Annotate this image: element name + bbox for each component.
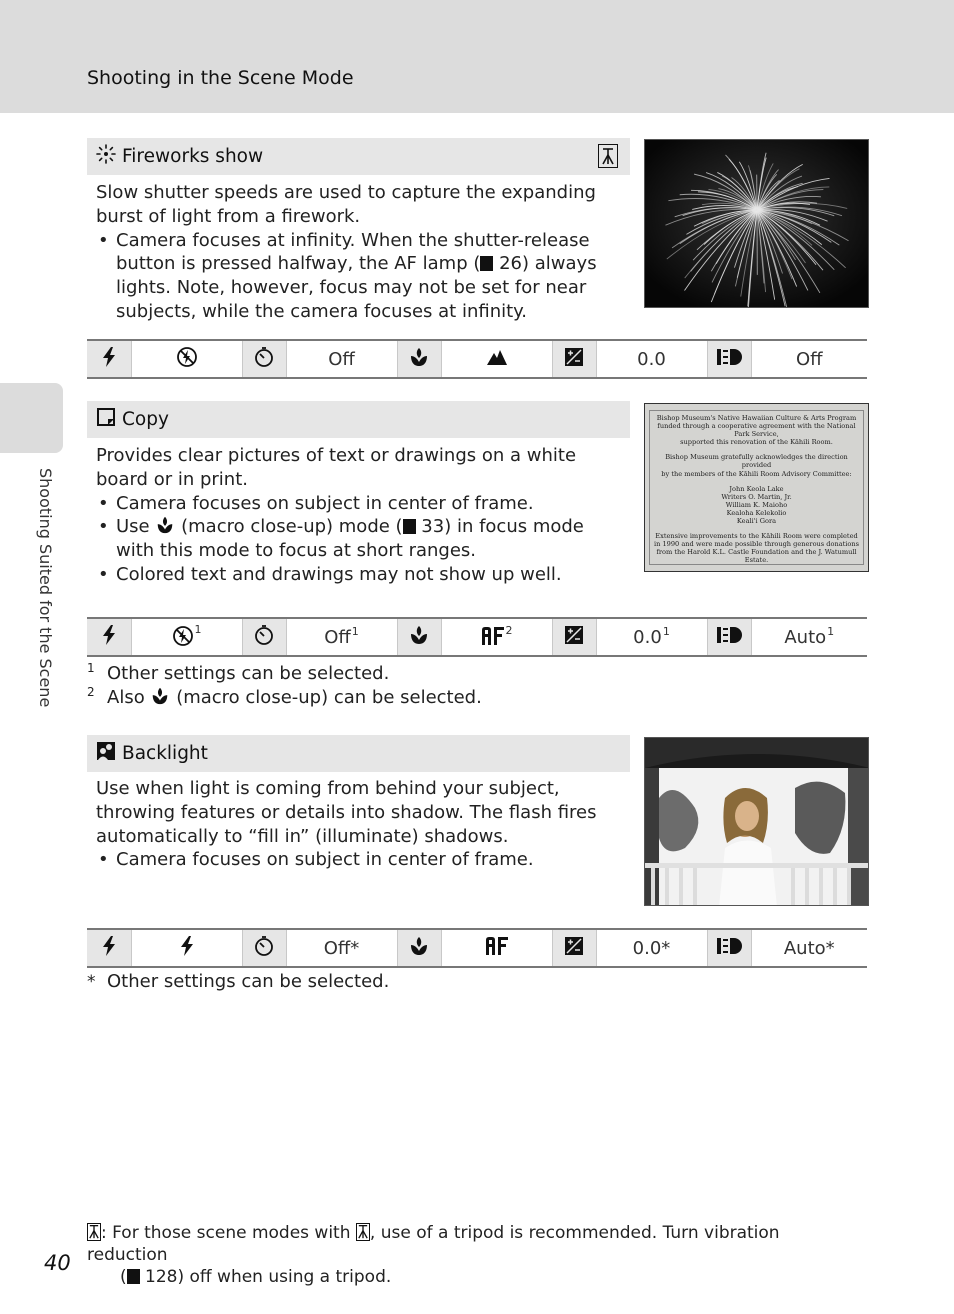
- macro-icon: [150, 686, 170, 706]
- tripod-icon: [598, 144, 618, 168]
- flash-mode-icon: [87, 618, 131, 656]
- list-item: • Colored text and drawings may not show up well.: [96, 563, 626, 587]
- copy-icon: [96, 407, 116, 432]
- self-timer-value-cell: Off$^1$: [286, 618, 397, 656]
- self-timer-icon: [242, 929, 286, 967]
- footnote-1: 1 Other settings can be selected.: [87, 661, 390, 684]
- reference-icon: [127, 1269, 140, 1284]
- tripod-icon: [356, 1223, 370, 1241]
- backlight-settings-table: [87, 928, 867, 968]
- copy-footnotes: [87, 662, 482, 710]
- af-setting: 2: [441, 618, 552, 656]
- infinity-focus-icon: [441, 340, 552, 378]
- self-timer-icon: [242, 618, 286, 656]
- exposure-compensation-icon: [552, 618, 596, 656]
- vibration-reduction-value: Auto: [784, 626, 827, 648]
- self-timer-value: Off*: [286, 929, 397, 967]
- self-timer-value: Off: [286, 340, 397, 378]
- list-item: • Use (macro close-up) mode ( 33) in focus mode with this mode to focus at short ranges.: [96, 515, 626, 563]
- exposure-compensation-value: 0.0*: [596, 929, 707, 967]
- tripod-footer-note: : For those scene modes with , use of a tripod is recommended. Turn vibration reduction ( 128) off when using a tripod.: [87, 1223, 780, 1287]
- fireworks-settings-table: [87, 339, 867, 379]
- fireworks-photo: [644, 139, 869, 308]
- section-fireworks-body: [96, 181, 626, 324]
- exposure-compensation-value: 0.0: [596, 340, 707, 378]
- flash-mode-icon: [87, 340, 131, 378]
- self-timer-value: Off: [324, 626, 351, 648]
- footnote-2: 2 Also (macro close-up) can be selected.: [87, 685, 482, 708]
- reference-icon: [480, 256, 493, 271]
- vibration-reduction-cell: Auto$^1$: [751, 618, 867, 656]
- backlight-photo-graphic: [645, 738, 869, 906]
- section-copy-header: [87, 401, 630, 438]
- section-copy-body: [96, 444, 626, 587]
- reference-icon: [403, 519, 416, 534]
- list-item: • Camera focuses on subject in center of frame.: [96, 848, 626, 872]
- section-fireworks-intro: Slow shutter speeds are used to capture the expanding burst of light from a firework.: [96, 182, 596, 227]
- section-backlight-header: [87, 735, 630, 772]
- fill-flash-icon: [131, 929, 242, 967]
- vibration-reduction-value: Off: [751, 340, 867, 378]
- list-item: • Camera focuses at infinity. When the shutter-release button is pressed halfway, the AF lamp ( 26) always lights. Note, however, focus may not be set for near subjects, while the camera focuses at infinity.: [96, 229, 626, 324]
- section-backlight-intro: Use when light is coming from behind your subject, throwing features or details into shadow. The flash fires automatically to “fill in” (illuminate) shadows.: [96, 778, 597, 847]
- exposure-compensation-value: 0.0: [633, 626, 662, 648]
- vibration-reduction-icon: [707, 618, 751, 656]
- page-header-bar: [0, 0, 954, 113]
- footnote-asterisk: * Other settings can be selected.: [87, 971, 390, 992]
- flash-mode-icon: [87, 929, 131, 967]
- flash-off-setting: 1: [131, 618, 242, 656]
- section-copy-title: Copy: [122, 409, 169, 430]
- backlight-photo: [644, 737, 869, 906]
- page-header-title: Shooting in the Scene Mode: [87, 67, 354, 89]
- section-fireworks-header: [87, 138, 630, 175]
- macro-icon: [155, 515, 175, 535]
- chapter-side-tab: [0, 383, 63, 453]
- exposure-compensation-icon: [552, 929, 596, 967]
- fireworks-icon: [96, 144, 116, 169]
- copy-settings-table: [87, 617, 867, 657]
- list-item: • Camera focuses on subject in center of frame.: [96, 492, 626, 516]
- vibration-reduction-value: Auto*: [751, 929, 867, 967]
- backlight-icon: [96, 741, 116, 766]
- exposure-compensation-icon: [552, 340, 596, 378]
- copy-photo: Bishop Museum's Native Hawaiian Culture & Arts Program funded through a cooperative agreement with the National Park Service, supported this renovation of the Kāhili Room. Bishop Museum gratefully acknowledges the direction provided by the members of the Kāhili Room Advisory Committee: John Keola Lake Writers O. Martin, Jr. William K. Maioho Kealoha Kelekolio Keali'i Gora Extensive improvements to the Kāhili Room were completed in 1990 and were made possible through generous donations from the Harold K.L. Castle Foundation and the J. Watumull Estate.: [644, 403, 869, 572]
- vibration-reduction-icon: [707, 340, 751, 378]
- section-copy-intro: Provides clear pictures of text or drawings on a white board or in print.: [96, 445, 577, 490]
- chapter-side-label: Shooting Suited for the Scene: [36, 468, 55, 708]
- tripod-icon: [87, 1223, 101, 1241]
- autofocus-icon: [481, 626, 505, 646]
- focus-mode-icon: [397, 340, 441, 378]
- section-backlight-body: [96, 777, 626, 872]
- focus-mode-icon: [397, 618, 441, 656]
- autofocus-icon: [441, 929, 552, 967]
- exposure-compensation-cell: $0.0^1$: [596, 618, 707, 656]
- vibration-reduction-icon: [707, 929, 751, 967]
- flash-off-icon: [131, 340, 242, 378]
- page-number: 40: [44, 1251, 71, 1275]
- fireworks-photo-graphic: [645, 140, 869, 308]
- focus-mode-icon: [397, 929, 441, 967]
- flash-off-icon: [172, 625, 194, 647]
- section-backlight-title: Backlight: [122, 743, 208, 764]
- self-timer-icon: [242, 340, 286, 378]
- backlight-footnotes: [87, 970, 389, 994]
- section-fireworks-title: Fireworks show: [122, 146, 264, 167]
